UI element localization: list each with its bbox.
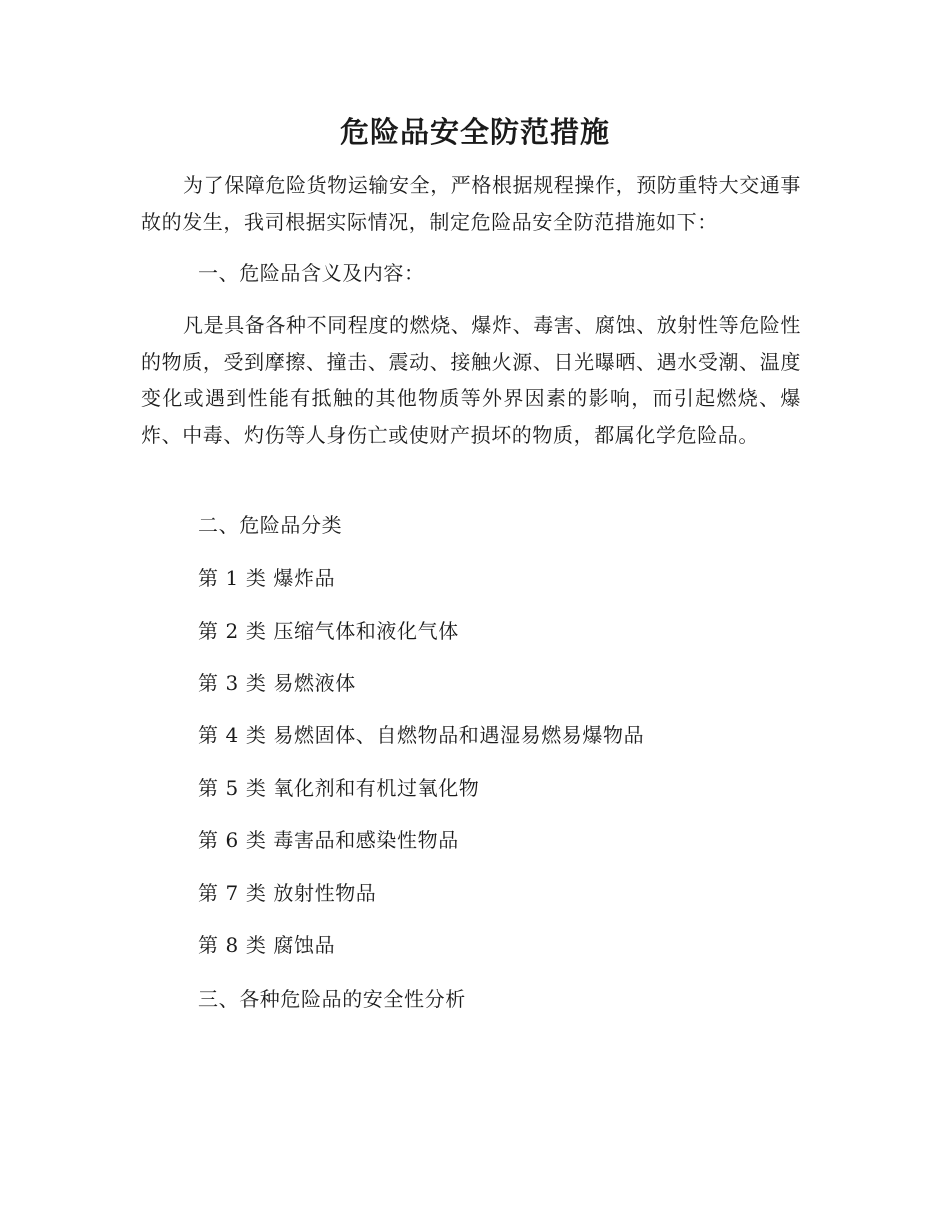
class-item-3: 第 3 类 易燃液体 [198,671,356,695]
class-item-1: 第 1 类 爆炸品 [198,566,336,590]
section-3-heading: 三、各种危险品的安全性分析 [198,987,466,1011]
class-item-8: 第 8 类 腐蚀品 [198,933,336,957]
class-item-6: 第 6 类 毒害品和感染性物品 [198,828,459,852]
class-item-5: 第 5 类 氧化剂和有机过氧化物 [198,776,480,800]
section-1-body: 凡是具备各种不同程度的燃烧、爆炸、毒害、腐蚀、放射性等危险性的物质，受到摩擦、撞击、震动、接触火源、日光曝晒、遇水受潮、温度变化或遇到性能有抵触的其他物质等外界因素的影响，而引起燃烧、爆炸、中毒、灼伤等人身伤亡或使财产损坏的物质，都属化学危险品。 [141,313,801,447]
section-1-heading: 一、危险品含义及内容： [198,261,425,285]
class-item-4: 第 4 类 易燃固体、自燃物品和遇湿易燃易爆物品 [198,723,645,747]
class-item-2: 第 2 类 压缩气体和液化气体 [198,619,459,643]
document-title: 危险品安全防范措施 [339,115,610,149]
section-2-heading: 二、危险品分类 [198,513,343,537]
class-item-7: 第 7 类 放射性物品 [198,881,377,905]
intro-paragraph: 为了保障危险货物运输安全，严格根据规程操作，预防重特大交通事故的发生，我司根据实际情况，制定危险品安全防范措施如下： [141,173,801,234]
